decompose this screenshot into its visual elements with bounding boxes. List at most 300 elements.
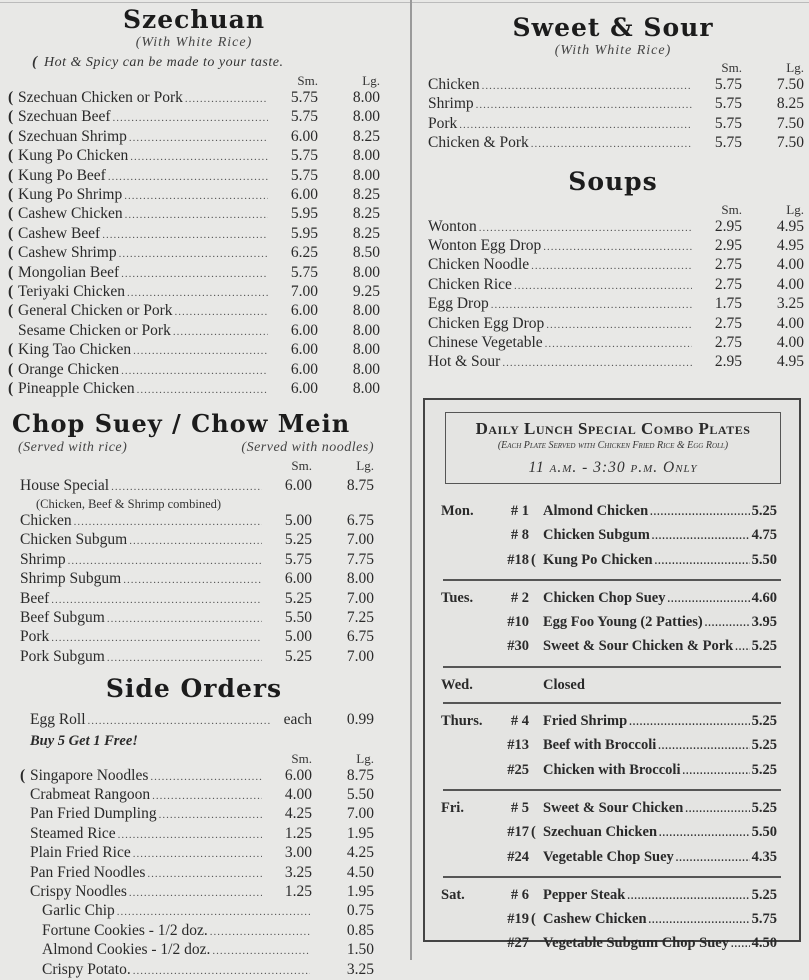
item-lg-price: 7.50 bbox=[776, 76, 804, 93]
item-lg-price: 8.00 bbox=[352, 108, 380, 126]
item-price: 0.85 bbox=[346, 921, 374, 939]
item-name: Shrimp Subgum bbox=[20, 570, 122, 588]
leader-dots bbox=[129, 129, 268, 147]
leader-dots bbox=[185, 90, 268, 108]
combo-item-name: Pepper Steak bbox=[543, 886, 626, 903]
item-lg-price: 7.50 bbox=[776, 114, 804, 132]
combo-item-row bbox=[425, 674, 799, 696]
combo-item-name: Szechuan Chicken bbox=[543, 824, 658, 841]
item-name: King Tao Chicken bbox=[18, 341, 132, 359]
item-name: Chicken bbox=[428, 76, 480, 93]
item-name: Cashew Beef bbox=[18, 224, 101, 242]
menu-item-row bbox=[8, 609, 374, 628]
item-lg-price: 1.95 bbox=[346, 824, 374, 842]
item-sm-price: 1.25 bbox=[284, 824, 312, 842]
sm-label: Sm. bbox=[721, 201, 742, 217]
combo-subtitle: (Each Plate Served with Chicken Fried Rice & Egg Roll) bbox=[497, 440, 729, 451]
item-lg-price: 8.25 bbox=[352, 205, 380, 223]
pepper-icon: ( bbox=[8, 205, 14, 223]
item-sm-price: 5.00 bbox=[284, 628, 312, 646]
combo-title: Daily Lunch Special Combo Plates bbox=[475, 419, 751, 438]
soups-size-header bbox=[422, 202, 804, 218]
combo-item-name: Almond Chicken bbox=[543, 503, 649, 519]
item-sm-price: 6.00 bbox=[290, 186, 318, 204]
leader-dots bbox=[649, 910, 750, 932]
item-lg-price: 8.00 bbox=[352, 321, 380, 339]
leader-dots bbox=[735, 637, 749, 659]
item-name: Pork bbox=[20, 628, 50, 646]
egg-roll-unit: each bbox=[283, 711, 312, 729]
leader-dots bbox=[107, 610, 262, 628]
soups-title: Soups bbox=[568, 166, 658, 196]
item-lg-price: 1.95 bbox=[346, 883, 374, 900]
house-special-note: (Chicken, Beef & Shrimp combined) bbox=[36, 496, 222, 511]
item-sm-price: 2.75 bbox=[714, 275, 742, 293]
combo-day-sat bbox=[425, 878, 799, 963]
leader-dots bbox=[531, 257, 692, 275]
leader-dots bbox=[502, 354, 692, 372]
item-lg-price: 4.00 bbox=[776, 314, 804, 332]
item-name: Szechuan Beef bbox=[18, 108, 111, 126]
pepper-icon: ( bbox=[8, 360, 14, 378]
item-sm-price: 6.00 bbox=[284, 570, 312, 588]
pepper-icon: ( bbox=[8, 166, 14, 184]
menu-item-row bbox=[8, 322, 380, 341]
item-name: Egg Roll bbox=[30, 711, 86, 729]
item-name: Pan Fried Noodles bbox=[30, 863, 146, 881]
item-sm-price: 6.00 bbox=[290, 360, 318, 378]
item-sm-price: 1.25 bbox=[284, 883, 312, 900]
leader-dots bbox=[676, 848, 750, 870]
leader-dots bbox=[129, 884, 262, 902]
item-name: Kung Po Chicken bbox=[18, 147, 129, 165]
combo-price: 5.25 bbox=[751, 503, 777, 519]
item-name: Steamed Rice bbox=[30, 824, 116, 842]
leader-dots bbox=[482, 77, 692, 95]
combo-day-fri bbox=[425, 791, 799, 876]
item-lg-price: 8.00 bbox=[352, 89, 380, 106]
item-name: Chinese Vegetable bbox=[428, 334, 543, 352]
item-name: Fortune Cookies - 1/2 doz. bbox=[42, 921, 208, 939]
leader-dots bbox=[479, 219, 692, 237]
right-column bbox=[422, 0, 804, 373]
menu-item-row bbox=[8, 767, 374, 786]
pepper-icon: ( bbox=[8, 380, 14, 398]
served-noodles: (Served with noodles) bbox=[241, 439, 374, 455]
szechuan-subtitle: (With White Rice) bbox=[135, 35, 253, 50]
sm-label: Sm. bbox=[721, 60, 742, 75]
leader-dots bbox=[476, 96, 692, 114]
menu-item-row bbox=[8, 89, 380, 108]
menu-item-row bbox=[8, 341, 380, 360]
combo-price: 5.25 bbox=[751, 799, 777, 816]
item-sm-price: 5.75 bbox=[714, 95, 742, 113]
leader-dots bbox=[118, 826, 262, 844]
leader-dots bbox=[731, 934, 750, 956]
item-name: Kung Po Beef bbox=[18, 166, 106, 184]
item-sm-price: 6.00 bbox=[290, 380, 318, 398]
combo-day-wed bbox=[425, 668, 799, 702]
menu-item-row bbox=[8, 108, 380, 127]
combo-item-row bbox=[425, 611, 799, 635]
menu-item-row bbox=[8, 883, 374, 902]
item-lg-price: 7.00 bbox=[346, 589, 374, 607]
leader-dots bbox=[51, 591, 262, 609]
combo-item-row bbox=[425, 846, 799, 870]
item-name: Beef Subgum bbox=[20, 608, 105, 626]
menu-item-row bbox=[8, 225, 380, 244]
combo-item-name: Chicken Chop Suey bbox=[543, 589, 666, 606]
menu-item-row bbox=[8, 805, 374, 824]
leader-dots bbox=[133, 962, 310, 980]
menu-item-row bbox=[8, 264, 380, 283]
item-lg-price: 8.75 bbox=[346, 476, 374, 494]
pepper-icon: ( bbox=[531, 551, 536, 568]
leader-dots bbox=[650, 502, 749, 524]
item-lg-price: 7.00 bbox=[346, 647, 374, 665]
left-column bbox=[8, 0, 380, 980]
leader-dots bbox=[655, 551, 750, 573]
pepper-icon: ( bbox=[8, 263, 14, 281]
menu-item-row bbox=[8, 147, 380, 166]
combo-price: 5.50 bbox=[751, 824, 777, 841]
item-sm-price: 5.75 bbox=[284, 550, 312, 568]
item-sm-price: 7.00 bbox=[290, 283, 318, 301]
item-sm-price: 5.75 bbox=[290, 89, 318, 106]
leader-dots bbox=[152, 787, 262, 805]
item-sm-price: 2.95 bbox=[714, 237, 742, 255]
combo-number: #30 bbox=[507, 638, 529, 655]
menu-item-row bbox=[428, 315, 804, 334]
pepper-icon: ( bbox=[8, 108, 14, 126]
leader-dots bbox=[546, 316, 692, 334]
sweet-sour-title: Sweet & Sour bbox=[512, 13, 714, 42]
combo-price: 3.95 bbox=[751, 614, 777, 631]
combo-number: #10 bbox=[507, 614, 529, 631]
sm-label: Sm. bbox=[291, 457, 312, 473]
combo-item-name: Vegetable Chop Suey bbox=[543, 848, 674, 865]
combo-price: 5.25 bbox=[751, 886, 777, 903]
combo-item-row bbox=[425, 710, 799, 734]
leader-dots bbox=[137, 381, 268, 399]
item-lg-price: 8.75 bbox=[346, 766, 374, 784]
item-name: Crispy Noodles bbox=[30, 883, 127, 900]
szechuan-list bbox=[8, 89, 380, 400]
item-lg-price: 4.25 bbox=[346, 844, 374, 862]
combo-price: 4.60 bbox=[751, 589, 777, 606]
item-lg-price: 5.50 bbox=[346, 785, 374, 803]
day-label: Tues. bbox=[441, 589, 474, 606]
item-name: Kung Po Shrimp bbox=[18, 186, 123, 204]
combo-number: #25 bbox=[507, 761, 529, 778]
item-name: Shrimp bbox=[428, 95, 474, 113]
combo-item-name: Beef with Broccoli bbox=[543, 737, 657, 754]
menu-item-row bbox=[8, 361, 380, 380]
item-lg-price: 4.00 bbox=[776, 334, 804, 352]
item-name: Chicken Noodle bbox=[428, 256, 530, 274]
item-sm-price: 5.00 bbox=[284, 511, 312, 529]
combo-price: 5.25 bbox=[751, 761, 777, 778]
menu-item-row bbox=[428, 76, 804, 95]
leader-dots bbox=[212, 942, 310, 960]
leader-dots bbox=[658, 736, 749, 758]
item-lg-price: 8.50 bbox=[352, 244, 380, 262]
item-sm-price: 5.50 bbox=[284, 608, 312, 626]
combo-price: 4.50 bbox=[751, 935, 777, 952]
combo-price: 4.35 bbox=[751, 848, 777, 865]
item-lg-price: 4.00 bbox=[776, 275, 804, 293]
item-sm-price: 5.75 bbox=[290, 263, 318, 281]
item-name: Plain Fried Rice bbox=[30, 844, 131, 862]
item-lg-price: 7.00 bbox=[346, 805, 374, 823]
item-name: Almond Cookies - 1/2 doz. bbox=[42, 941, 211, 959]
item-name: Cashew Chicken bbox=[18, 205, 123, 223]
item-sm-price: 5.25 bbox=[284, 589, 312, 607]
chop-suey-title: Chop Suey / Chow Mein bbox=[12, 408, 351, 438]
item-sm-price: 1.75 bbox=[714, 295, 742, 313]
menu-item-row bbox=[8, 941, 374, 960]
menu-item-row bbox=[8, 531, 374, 550]
combo-header bbox=[445, 412, 781, 484]
combo-number: # 8 bbox=[510, 527, 529, 544]
item-lg-price: 7.50 bbox=[776, 134, 804, 152]
item-name: Orange Chicken bbox=[18, 360, 120, 378]
combo-item-row bbox=[425, 759, 799, 783]
menu-item-row bbox=[8, 590, 374, 609]
served-with-row bbox=[8, 438, 380, 458]
pepper-icon: ( bbox=[8, 89, 14, 106]
item-lg-price: 8.00 bbox=[352, 360, 380, 378]
combo-number: # 2 bbox=[510, 589, 529, 606]
item-lg-price: 4.95 bbox=[776, 353, 804, 371]
leader-dots bbox=[210, 923, 310, 941]
leader-dots bbox=[74, 513, 262, 531]
menu-item-row bbox=[8, 570, 374, 589]
combo-item-name: Egg Foo Young (2 Patties) bbox=[543, 614, 703, 631]
day-label: Fri. bbox=[441, 799, 464, 816]
szechuan-title: Szechuan bbox=[122, 5, 266, 34]
combo-item-name: Chicken with Broccoli bbox=[543, 761, 681, 778]
combo-price: 5.25 bbox=[751, 638, 777, 655]
leader-dots bbox=[627, 886, 749, 908]
menu-item-row bbox=[8, 902, 374, 921]
combo-item-row bbox=[425, 908, 799, 932]
menu-item-row bbox=[8, 167, 380, 186]
leader-dots bbox=[113, 109, 268, 127]
menu-item-row bbox=[8, 302, 380, 321]
pepper-icon: ( bbox=[8, 147, 14, 165]
combo-item-row bbox=[425, 500, 799, 524]
combo-number: #19 bbox=[507, 911, 529, 928]
leader-dots bbox=[129, 532, 262, 550]
sm-label: Sm. bbox=[297, 73, 318, 88]
item-lg-price: 8.00 bbox=[352, 380, 380, 398]
item-sm-price: 6.00 bbox=[290, 127, 318, 145]
item-lg-price: 4.50 bbox=[346, 863, 374, 881]
leader-dots bbox=[119, 245, 268, 263]
item-sm-price: 4.00 bbox=[284, 785, 312, 803]
combo-number: #13 bbox=[507, 737, 529, 754]
leader-dots bbox=[121, 265, 268, 283]
item-name: Szechuan Shrimp bbox=[18, 127, 127, 145]
item-sm-price: 2.75 bbox=[714, 334, 742, 352]
combo-number: # 1 bbox=[510, 503, 529, 519]
leader-dots bbox=[491, 296, 692, 314]
pepper-icon: ( bbox=[8, 127, 14, 145]
side-orders-list bbox=[8, 767, 380, 903]
combo-item-row bbox=[425, 524, 799, 548]
item-lg-price: 8.00 bbox=[352, 341, 380, 359]
item-name: General Chicken or Pork bbox=[18, 302, 173, 320]
combo-day-tues bbox=[425, 581, 799, 666]
combo-number: # 6 bbox=[510, 886, 529, 903]
sm-label: Sm. bbox=[291, 750, 312, 766]
combo-day-mon bbox=[425, 494, 799, 579]
chop-suey-list bbox=[8, 512, 380, 667]
combo-item-row bbox=[425, 884, 799, 908]
combo-item-name: Sweet & Sour Chicken & Pork bbox=[543, 638, 734, 655]
item-lg-price: 8.00 bbox=[346, 570, 374, 588]
menu-item-row bbox=[8, 844, 374, 863]
item-sm-price: 6.00 bbox=[290, 302, 318, 320]
soups-list bbox=[422, 218, 804, 373]
menu-item-row bbox=[428, 95, 804, 114]
menu-item-row bbox=[8, 128, 380, 147]
pepper-icon: ( bbox=[8, 283, 14, 301]
item-price: 0.75 bbox=[346, 902, 374, 920]
item-name: Pork bbox=[428, 114, 458, 132]
lg-label: Lg. bbox=[786, 60, 804, 75]
leader-dots bbox=[133, 342, 268, 360]
item-lg-price: 4.95 bbox=[776, 237, 804, 255]
item-name: Chicken bbox=[20, 511, 72, 529]
leader-dots bbox=[514, 277, 692, 295]
item-sm-price: 4.25 bbox=[284, 805, 312, 823]
item-sm-price: 6.00 bbox=[290, 321, 318, 339]
item-lg-price: 8.25 bbox=[352, 127, 380, 145]
item-name: Sesame Chicken or Pork bbox=[18, 321, 171, 339]
menu-item-row bbox=[8, 648, 374, 667]
combo-number: #24 bbox=[507, 848, 529, 865]
combo-item-row bbox=[425, 821, 799, 845]
leader-dots bbox=[123, 571, 262, 589]
leader-dots bbox=[705, 613, 750, 635]
item-sm-price: 5.75 bbox=[714, 114, 742, 132]
egg-roll-price: 0.99 bbox=[346, 711, 374, 729]
leader-dots bbox=[652, 526, 750, 548]
menu-item-row bbox=[428, 295, 804, 314]
leader-dots bbox=[68, 552, 262, 570]
item-lg-price: 6.75 bbox=[346, 628, 374, 646]
item-name: Chicken Rice bbox=[428, 275, 512, 293]
item-lg-price: 8.00 bbox=[352, 302, 380, 320]
item-sm-price: 5.95 bbox=[290, 205, 318, 223]
item-lg-price: 4.95 bbox=[776, 217, 804, 235]
menu-item-row bbox=[8, 864, 374, 883]
leader-dots bbox=[150, 768, 262, 786]
leader-dots bbox=[659, 823, 750, 845]
item-name: Chicken Egg Drop bbox=[428, 314, 545, 332]
leader-dots bbox=[51, 629, 262, 647]
menu-item-row bbox=[8, 551, 374, 570]
leader-dots bbox=[682, 761, 749, 783]
item-sm-price: 5.75 bbox=[290, 108, 318, 126]
item-name: Beef bbox=[20, 589, 50, 607]
item-lg-price: 8.00 bbox=[352, 147, 380, 165]
promo-text: Buy 5 Get 1 Free! bbox=[30, 732, 138, 749]
leader-dots bbox=[543, 238, 692, 256]
lg-label: Lg. bbox=[356, 457, 374, 473]
combo-item-row bbox=[425, 734, 799, 758]
lunch-combo-box bbox=[423, 398, 801, 952]
menu-item-row bbox=[428, 256, 804, 275]
combo-item-name: Chicken Subgum bbox=[543, 527, 650, 544]
menu-item-row bbox=[428, 115, 804, 134]
spicy-note bbox=[8, 52, 380, 73]
item-lg-price: 7.00 bbox=[346, 531, 374, 549]
menu-item-row bbox=[428, 334, 804, 353]
menu-item-row bbox=[8, 283, 380, 302]
combo-item-row bbox=[425, 797, 799, 821]
pepper-icon: ( bbox=[8, 224, 14, 242]
item-name: Cashew Shrimp bbox=[18, 244, 117, 262]
item-name: Hot & Sour bbox=[428, 353, 501, 371]
menu-item-row bbox=[8, 825, 374, 844]
leader-dots bbox=[127, 284, 268, 302]
item-lg-price: 8.25 bbox=[352, 224, 380, 242]
leader-dots bbox=[175, 303, 268, 321]
item-name: Crispy Potato. bbox=[42, 960, 131, 978]
item-sm-price: 2.95 bbox=[714, 217, 742, 235]
item-lg-price: 8.25 bbox=[352, 186, 380, 204]
pepper-icon: ( bbox=[8, 244, 14, 262]
combo-day-thurs bbox=[425, 704, 799, 789]
lg-label: Lg. bbox=[362, 73, 380, 88]
item-name: Pork Subgum bbox=[20, 647, 105, 665]
lg-label: Lg. bbox=[786, 201, 804, 217]
item-sm-price: 5.75 bbox=[714, 134, 742, 152]
item-sm-price: 5.95 bbox=[290, 224, 318, 242]
served-rice: (Served with rice) bbox=[18, 439, 128, 455]
menu-item-row bbox=[8, 628, 374, 647]
item-name: Chicken & Pork bbox=[428, 134, 529, 152]
item-name: Chicken Subgum bbox=[20, 531, 128, 549]
combo-price: 5.75 bbox=[751, 911, 777, 928]
day-label: Sat. bbox=[441, 886, 465, 903]
leader-dots bbox=[667, 589, 749, 611]
item-price: 3.25 bbox=[346, 960, 374, 978]
leader-dots bbox=[133, 845, 262, 863]
sweet-sour-subtitle: (With White Rice) bbox=[554, 43, 672, 58]
item-lg-price: 8.00 bbox=[352, 166, 380, 184]
leader-dots bbox=[124, 187, 268, 205]
leader-dots bbox=[125, 206, 268, 224]
leader-dots bbox=[629, 712, 749, 734]
item-sm-price: 2.75 bbox=[714, 256, 742, 274]
pepper-icon: ( bbox=[8, 186, 14, 204]
leader-dots bbox=[130, 148, 268, 166]
menu-item-row bbox=[428, 276, 804, 295]
item-lg-price: 8.00 bbox=[352, 263, 380, 281]
item-sm-price: 5.75 bbox=[290, 147, 318, 165]
pepper-icon: ( bbox=[8, 341, 14, 359]
leader-dots bbox=[459, 116, 692, 134]
sweet-sour-size-header bbox=[422, 60, 804, 76]
leader-dots bbox=[685, 799, 749, 821]
combo-number: #18 bbox=[507, 551, 529, 568]
item-lg-price: 8.25 bbox=[776, 95, 804, 113]
sweet-sour-section bbox=[422, 0, 804, 154]
